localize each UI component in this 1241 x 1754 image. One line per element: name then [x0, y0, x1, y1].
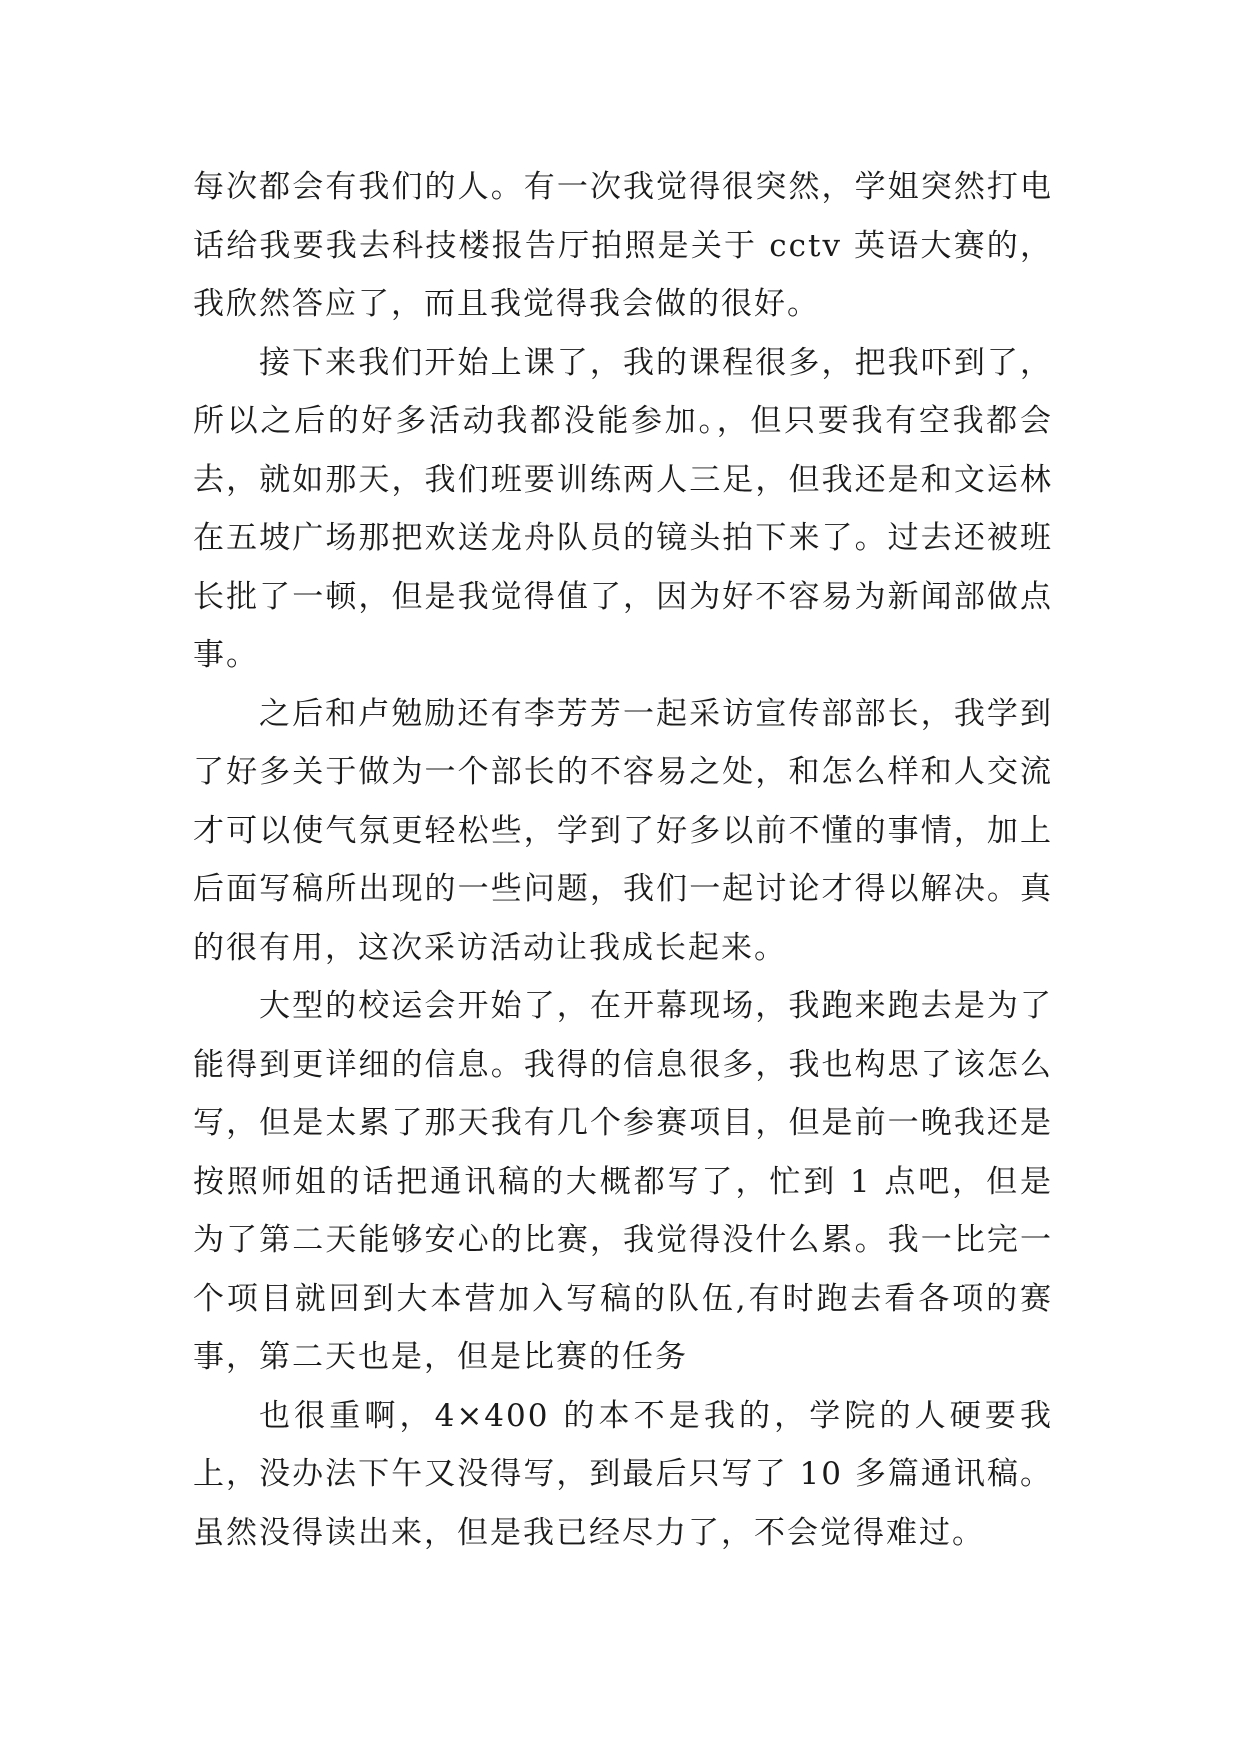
- paragraph-2: 接下来我们开始上课了，我的课程很多，把我吓到了，所以之后的好多活动我都没能参加。，但只要我有空我都会去，就如那天，我们班要训练两人三足，但我还是和文运林在五坡广场那把欢送龙舟队员的镜头拍下来了。过去还被班长批了一顿，但是我觉得值了，因为好不容易为新闻部做点事。: [193, 344, 1053, 673]
- paragraph-1: 每次都会有我们的人。有一次我觉得很突然，学姐突然打电话给我要我去科技楼报告厅拍照是关于 cctv 英语大赛的，我欣然答应了，而且我觉得我会做的很好。: [193, 169, 1053, 322]
- document-body: [193, 158, 1053, 1562]
- paragraph-4: 大型的校运会开始了，在开幕现场，我跑来跑去是为了能得到更详细的信息。我得的信息很多，我也构思了该怎么写，但是太累了那天我有几个参赛项目，但是前一晚我还是按照师姐的话把通讯稿的大概都写了，忙到 1 点吧，但是为了第二天能够安心的比赛，我觉得没什么累。我一比完一个项目就回到大本营加入写稿的队伍,有时跑去看各项的赛事，第二天也是，但是比赛的任务: [193, 988, 1053, 1375]
- paragraph-5: 也很重啊，4×400 的本不是我的，学院的人硬要我上，没办法下午又没得写，到最后只写了 10 多篇通讯稿。虽然没得读出来，但是我已经尽力了，不会觉得难过。: [193, 1397, 1053, 1551]
- paragraph-3: 之后和卢勉励还有李芳芳一起采访宣传部部长，我学到了好多关于做为一个部长的不容易之处，和怎么样和人交流才可以使气氛更轻松些，学到了好多以前不懂的事情，加上后面写稿所出现的一些问题，我们一起讨论才得以解决。真的很有用，这次采访活动让我成长起来。: [193, 695, 1053, 966]
